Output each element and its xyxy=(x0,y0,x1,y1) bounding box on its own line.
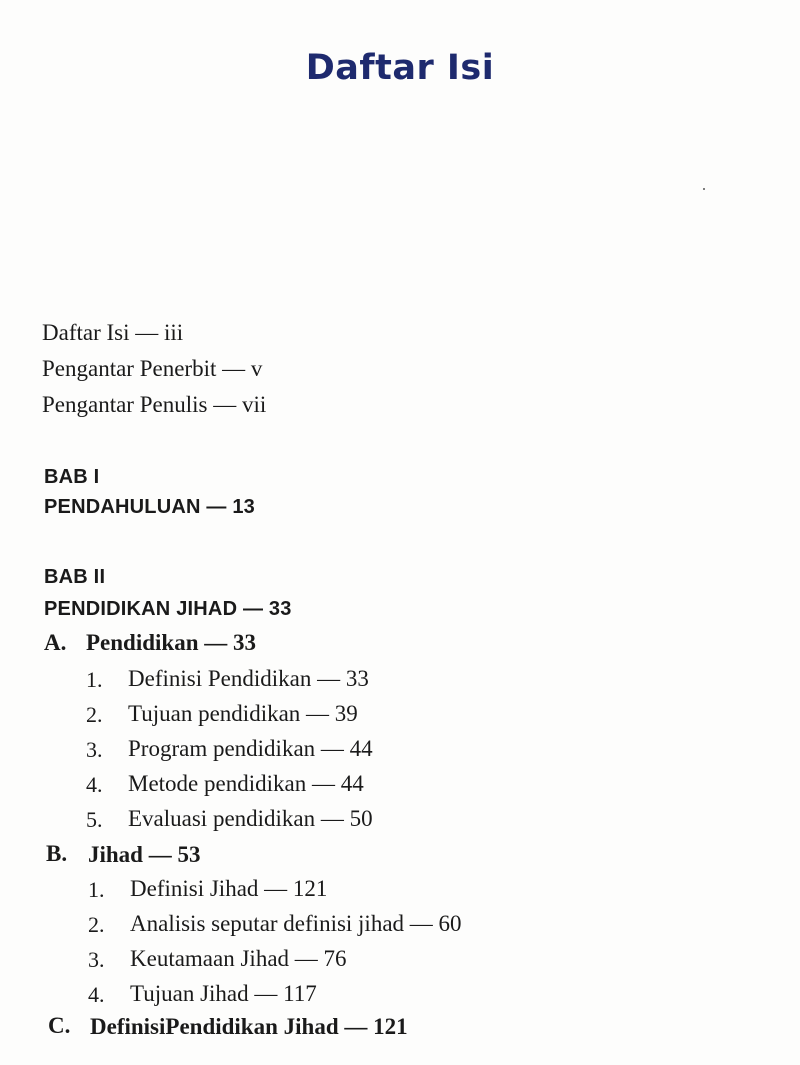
chapter-label-bab-1: BAB I xyxy=(44,466,100,488)
chapter-label-bab-2: BAB II xyxy=(44,566,106,588)
toc-item-tujuan-pendidikan[interactable]: Tujuan pendidikan — 39 xyxy=(128,701,358,726)
toc-item-tujuan-jihad[interactable]: Tujuan Jihad — 117 xyxy=(130,981,317,1006)
section-letter-a: A. xyxy=(44,630,67,655)
item-number: 3. xyxy=(86,737,103,762)
item-number: 1. xyxy=(88,877,105,902)
page-title: Daftar Isi xyxy=(305,48,495,88)
item-number: 3. xyxy=(88,947,105,972)
section-letter-c: C. xyxy=(48,1013,71,1038)
item-number: 2. xyxy=(86,702,103,727)
toc-item-definisi-jihad[interactable]: Definisi Jihad — 121 xyxy=(130,876,328,901)
toc-item-metode-pendidikan[interactable]: Metode pendidikan — 44 xyxy=(128,771,364,796)
toc-item-program-pendidikan[interactable]: Program pendidikan — 44 xyxy=(128,736,373,761)
toc-entry-pengantar-penerbit[interactable]: Pengantar Penerbit — v xyxy=(42,356,263,381)
toc-entry-daftar-isi[interactable]: Daftar Isi — iii xyxy=(42,320,184,345)
toc-item-evaluasi-pendidikan[interactable]: Evaluasi pendidikan — 50 xyxy=(128,806,373,831)
item-number: 4. xyxy=(88,982,105,1007)
section-title-jihad[interactable]: Jihad — 53 xyxy=(88,842,201,867)
chapter-title-pendahuluan[interactable]: PENDAHULUAN — 13 xyxy=(44,496,256,518)
item-number: 5. xyxy=(86,807,103,832)
toc-entry-pengantar-penulis[interactable]: Pengantar Penulis — vii xyxy=(42,392,267,417)
section-title-definisi-pendidikan-jihad[interactable]: DefinisiPendidikan Jihad — 121 xyxy=(90,1014,408,1039)
toc-item-keutamaan-jihad[interactable]: Keutamaan Jihad — 76 xyxy=(130,946,347,971)
paper-speck xyxy=(703,188,705,190)
section-title-pendidikan[interactable]: Pendidikan — 33 xyxy=(86,630,256,655)
item-number: 1. xyxy=(86,667,103,692)
chapter-title-pendidikan-jihad[interactable]: PENDIDIKAN JIHAD — 33 xyxy=(44,598,292,620)
item-number: 2. xyxy=(88,912,105,937)
toc-item-definisi-pendidikan[interactable]: Definisi Pendidikan — 33 xyxy=(128,666,369,691)
item-number: 4. xyxy=(86,772,103,797)
section-letter-b: B. xyxy=(46,841,68,866)
toc-item-analisis-definisi-jihad[interactable]: Analisis seputar definisi jihad — 60 xyxy=(130,911,462,936)
